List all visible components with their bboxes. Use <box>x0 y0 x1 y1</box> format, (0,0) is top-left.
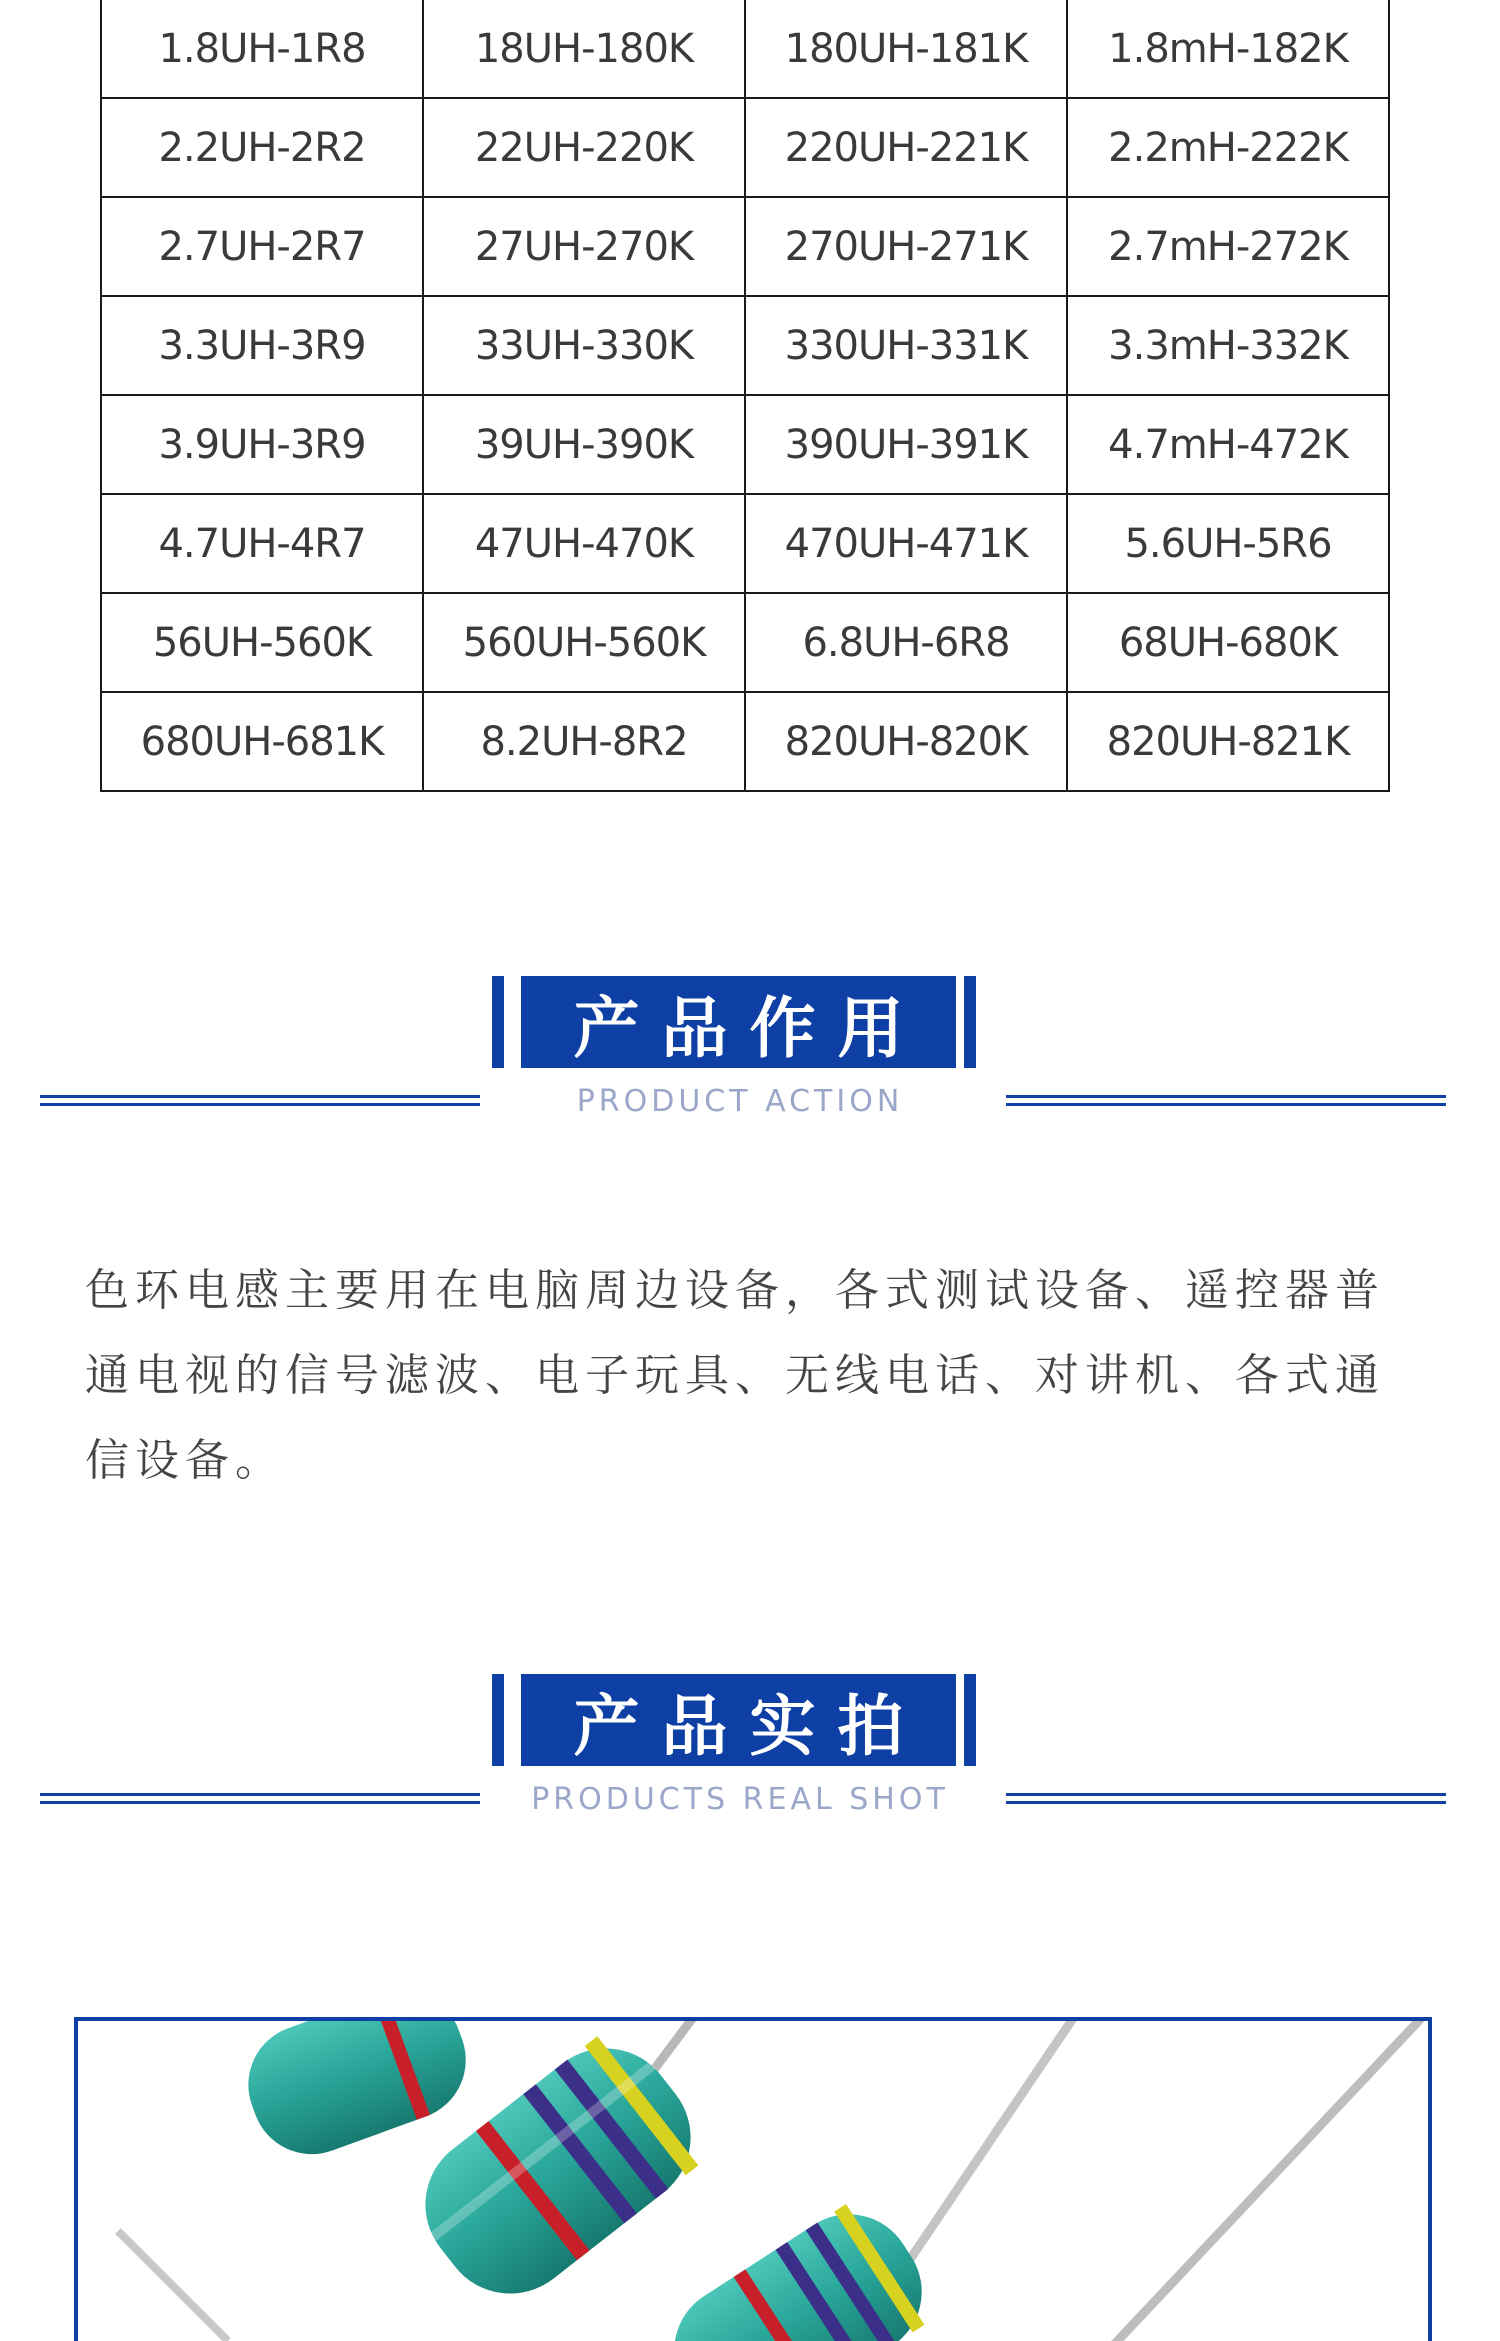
header-bar-left <box>492 1674 504 1766</box>
table-row <box>101 395 1389 494</box>
table-cell: 2.2UH-2R2 <box>101 98 423 197</box>
lead-wire <box>1108 2021 1428 2341</box>
table-cell: 5.6UH-5R6 <box>1067 494 1389 593</box>
table-cell: 68UH-680K <box>1067 593 1389 692</box>
section-subtitle: PRODUCTS REAL SHOT <box>531 1782 949 1817</box>
table-cell: 3.3mH-332K <box>1067 296 1389 395</box>
inductor-1 <box>78 2021 483 2229</box>
color-ring-inductor-photo <box>78 2021 1428 2341</box>
table-row <box>101 692 1389 791</box>
table-cell: 2.7UH-2R7 <box>101 197 423 296</box>
inductor-3 <box>650 2081 1114 2341</box>
table-cell: 8.2UH-8R2 <box>423 692 745 791</box>
table-cell: 470UH-471K <box>745 494 1067 593</box>
table-row <box>101 98 1389 197</box>
table-cell: 820UH-821K <box>1067 692 1389 791</box>
lead-wire <box>118 2231 228 2341</box>
product-photo-frame <box>74 2017 1432 2341</box>
table-cell: 27UH-270K <box>423 197 745 296</box>
table-cell: 270UH-271K <box>745 197 1067 296</box>
table-cell: 1.8mH-182K <box>1067 0 1389 98</box>
table-cell: 33UH-330K <box>423 296 745 395</box>
spec-table <box>100 0 1390 792</box>
header-rule-right <box>1006 1793 1446 1796</box>
table-cell: 3.3UH-3R9 <box>101 296 423 395</box>
table-cell: 330UH-331K <box>745 296 1067 395</box>
table-cell: 4.7UH-4R7 <box>101 494 423 593</box>
header-bar-left <box>492 976 504 1068</box>
table-cell: 220UH-221K <box>745 98 1067 197</box>
table-cell: 18UH-180K <box>423 0 745 98</box>
table-row <box>101 494 1389 593</box>
table-cell: 3.9UH-3R9 <box>101 395 423 494</box>
section-title: 产品实拍 <box>521 1674 956 1766</box>
section-header-photo <box>0 1674 1500 1834</box>
table-cell: 4.7mH-472K <box>1067 395 1389 494</box>
table-cell: 390UH-391K <box>745 395 1067 494</box>
product-description: 色环电感主要用在电脑周边设备，各式测试设备、遥控器普通电视的信号滤波、电子玩具、无线电话、对讲机、各式通信设备。 <box>85 1265 1385 1486</box>
section-title: 产品作用 <box>521 976 956 1068</box>
table-cell: 39UH-390K <box>423 395 745 494</box>
header-bar-right <box>964 976 976 1068</box>
header-rule-left <box>40 1095 480 1098</box>
table-cell: 47UH-470K <box>423 494 745 593</box>
header-rule-right <box>1006 1095 1446 1098</box>
table-cell: 560UH-560K <box>423 593 745 692</box>
table-cell: 180UH-181K <box>745 0 1067 98</box>
table-cell: 56UH-560K <box>101 593 423 692</box>
section-header-action <box>0 976 1500 1136</box>
section-subtitle: PRODUCT ACTION <box>576 1084 904 1119</box>
header-rule-left <box>40 1793 480 1796</box>
table-cell: 680UH-681K <box>101 692 423 791</box>
table-cell: 2.7mH-272K <box>1067 197 1389 296</box>
table-row <box>101 593 1389 692</box>
table-cell: 2.2mH-222K <box>1067 98 1389 197</box>
table-row <box>101 197 1389 296</box>
table-cell: 22UH-220K <box>423 98 745 197</box>
table-cell: 1.8UH-1R8 <box>101 0 423 98</box>
table-cell: 820UH-820K <box>745 692 1067 791</box>
header-bar-right <box>964 1674 976 1766</box>
table-row <box>101 0 1389 98</box>
table-cell: 6.8UH-6R8 <box>745 593 1067 692</box>
table-row <box>101 296 1389 395</box>
